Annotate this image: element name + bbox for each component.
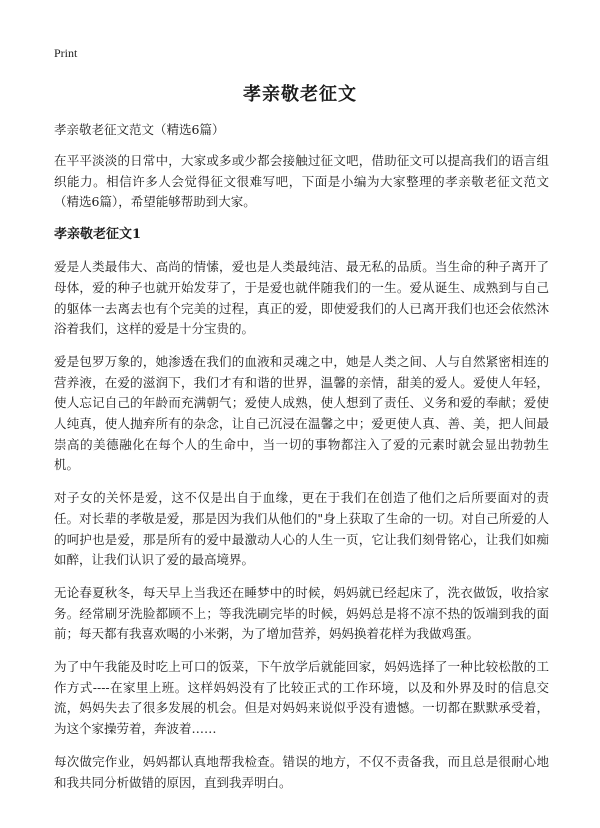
body-paragraph: 爱是人类最伟大、高尚的情愫，爱也是人类最纯洁、最无私的品质。当生命的种子离开了母体，爱的种子也就开始发芽了，于是爱也就伴随我们的一生。爱从诞生、成熟到与自己的躯体一去离去也有个完美的过程，真正的爱，即使爱我们的人已离开我们也还会依然沐浴着我们，这样的爱是十分宝贵的。 — [54, 259, 549, 337]
body-paragraph: 爱是包罗万象的，她渗透在我们的血液和灵魂之中，她是人类之间、人与自然紧密相连的营养液，在爱的滋润下，我们才有和谐的世界，温馨的亲情，甜美的爱人。爱使人年轻，使人忘记自己的年龄而充满朝气；爱使人成熟，使人想到了责任、义务和爱的奉献；爱使人纯真，使人抛弃所有的杂念，让自己沉浸在温馨之中；爱更使人真、善、美，把人间最崇高的美德融化在每个人的生命中，当一切的事物都注入了爱的元素时就会显出勃勃生机。 — [54, 353, 549, 473]
body-paragraph: 每次做完作业，妈妈都认真地帮我检查。错误的地方，不仅不责备我，而且总是很耐心地和我共同分析做错的原因，直到我弄明白。 — [54, 753, 549, 790]
body-paragraph: 对子女的关怀是爱，这不仅是出自于血缘，更在于我们在创造了他们之后所要面对的责任。对长辈的孝敬是爱，那是因为我们从他们的"身上获取了生命的一切。对自己所爱的人的呵护也是爱，那是所有的爱中最激动人心的人生一页，它让我们刻骨铭心，让我们如痴如醉，让我们认识了爱的最高境界。 — [54, 490, 549, 568]
body-paragraph: 为了中午我能及时吃上可口的饭菜，下午放学后就能回家，妈妈选择了一种比较松散的工作方式----在家里上班。这样妈妈没有了比较正式的工作环境，以及和外界及时的信息交流，妈妈失去了很多发展的机会。但是对妈妈来说似乎没有遗憾。一切都在默默承受着，为这个家操劳着，奔波着…… — [54, 659, 549, 737]
print-link[interactable]: Print — [54, 46, 78, 60]
article-body — [54, 120, 549, 805]
page-title: 孝亲敬老征文 — [243, 84, 357, 105]
body-paragraph: 无论春夏秋冬，每天早上当我还在睡梦中的时候，妈妈就已经起床了，洗衣做饭，收拾家务。经常刷牙洗脸都顾不上；等我洗刷完毕的时候，妈妈总是将不凉不热的饭端到我的面前；每天都有我喜欢喝的小米粥，为了增加营养，妈妈换着花样为我做鸡蛋。 — [54, 584, 549, 642]
intro-paragraph: 在平平淡淡的日常中，大家或多或少都会接触过征文吧，借助征文可以提高我们的语言组织能力。相信许多人会觉得征文很难写吧，下面是小编为大家整理的孝亲敬老征文范文（精选6篇），希望能够帮助到大家。 — [54, 153, 549, 210]
article-subtitle: 孝亲敬老征文范文（精选6篇） — [54, 122, 225, 137]
section-heading: 孝亲敬老征文1 — [54, 227, 142, 243]
